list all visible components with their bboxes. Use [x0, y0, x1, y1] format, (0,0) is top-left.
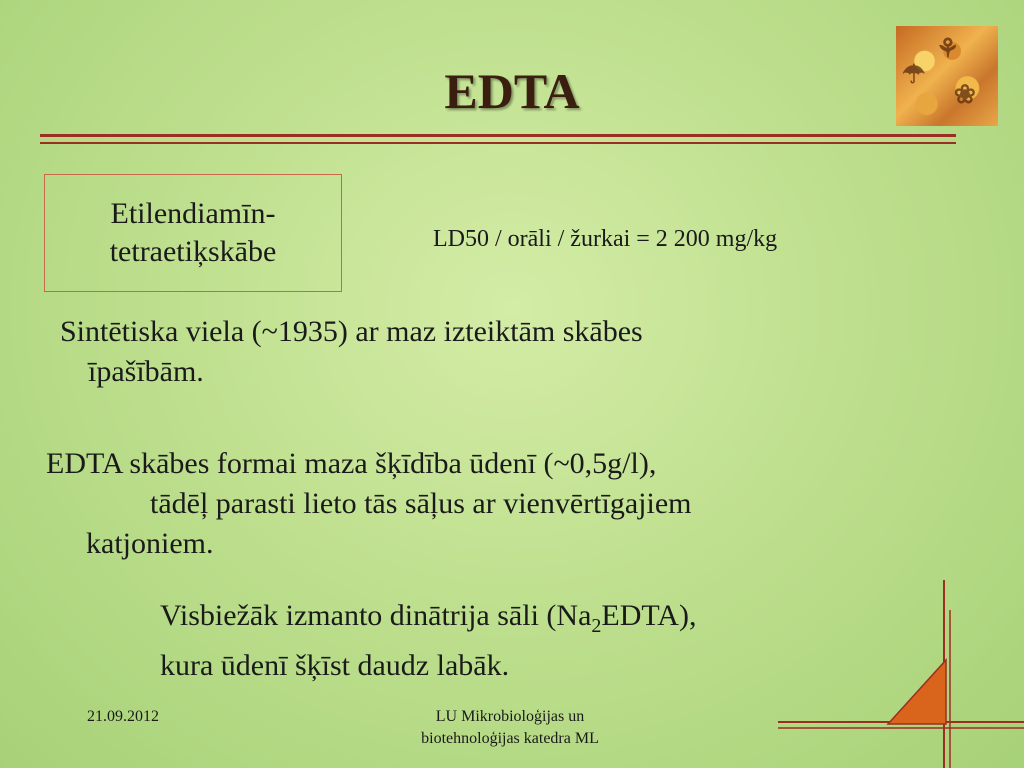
paragraph-solubility: [46, 444, 926, 564]
title-rule-thick: [40, 134, 956, 137]
footer-org-line2: biotehnoloģijas katedra ML: [421, 730, 599, 747]
paragraph-synthesis-line2: īpašībām.: [88, 355, 204, 388]
chemical-name-line1: Etilendiamīn-: [110, 197, 276, 230]
chemical-name-box: [44, 174, 342, 292]
footer-org-line1: LU Mikrobioloģijas un: [435, 708, 585, 725]
footer-date: 21.09.2012: [87, 708, 159, 725]
sodium-salt-text-before: Visbiežāk izmanto dinātrija sāli (Na: [160, 599, 592, 632]
paragraph-synthesis-line1: Sintētiska viela (~1935) ar maz izteiktām skābes: [60, 315, 643, 348]
decorative-image: ☂ ⚘ ❀: [896, 26, 998, 126]
paragraph-sodium-salt-line2: kura ūdenī šķīst daudz labāk.: [160, 649, 510, 682]
corner-triangle: [888, 660, 946, 724]
corner-decoration: [770, 580, 1024, 768]
paragraph-synthesis: [60, 312, 880, 392]
footer-organization: [380, 706, 640, 750]
slide-title: EDTA: [444, 63, 580, 119]
ld50-text: LD50 / orāli / žurkai = 2 200 mg/kg: [433, 226, 778, 252]
title-rule-thin: [40, 142, 956, 144]
paragraph-solubility-line3: katjoniem.: [86, 527, 214, 560]
paragraph-solubility-line2: tādēļ parasti lieto tās sāļus ar vienvērtīgajiem: [150, 487, 692, 520]
paragraph-solubility-line1: EDTA skābes formai maza šķīdība ūdenī (~0,5g/l),: [46, 447, 657, 480]
sodium-salt-text-after: EDTA),: [601, 599, 697, 632]
sodium-subscript: 2: [591, 615, 602, 637]
chemical-name-line2: tetraetiķskābe: [109, 235, 277, 268]
